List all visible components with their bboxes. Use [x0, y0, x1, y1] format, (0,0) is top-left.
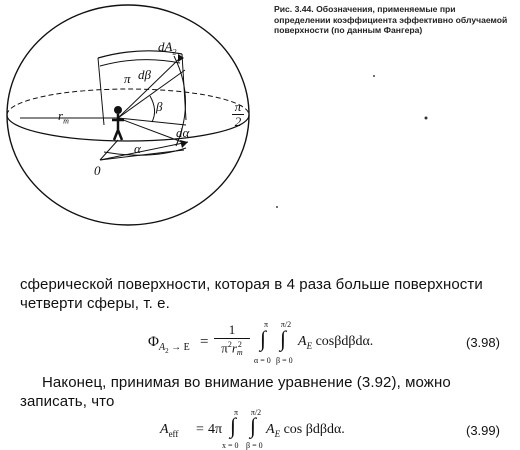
paragraph-2: Наконец, принимая во внимание уравнение (3.92), можно записать, что [20, 374, 451, 410]
eq1-int2-lower: β = 0 [276, 356, 293, 365]
paragraph-1: сферической поверхности, которая в 4 раза больше поверхности четверти сферы, т. е. [20, 276, 483, 312]
label-rm: $r_m$ [58, 108, 69, 126]
equation-3-98 [148, 320, 448, 364]
eq1-fraction: 1 $\pi^2r2$ m [214, 322, 250, 357]
eq2-int1-sign: ∫ [230, 413, 237, 438]
eq1-integrand: $A_E$ cosβdβdα. [298, 334, 374, 351]
eq2-int1-upper: π [233, 408, 239, 417]
label-dbeta: dβ [138, 67, 151, 82]
eq1-equals: = [200, 334, 209, 350]
label-pi-top: π [124, 71, 131, 86]
equation-number-3-98: (3.98) [466, 335, 500, 350]
eq2-int2-upper: π/2 [250, 408, 262, 417]
eq2-integrand: $A_E$ cos βdβdα. [266, 422, 345, 439]
equation-number-3-99: (3.99) [466, 423, 500, 438]
eq2-int1-lower: x = 0 [222, 441, 239, 450]
label-dA2: $dA_2$ [158, 39, 177, 57]
eq1-int2-sign: ∫ [280, 326, 287, 351]
equation-3-99 [160, 408, 420, 449]
eq1-int2-upper: π/2 [280, 320, 292, 329]
label-alpha: α [134, 141, 141, 156]
label-dalpha: dα [176, 125, 190, 140]
eq1-int1-upper: π [263, 320, 269, 329]
eq2-equals: = [196, 422, 204, 437]
eq1-lhs: $\Phi_{A_2 \to E}$ [148, 334, 190, 355]
eq2-coef: 4π [208, 422, 223, 437]
eq2-int2-sign: ∫ [250, 413, 257, 438]
eq1-int1-lower: α = 0 [254, 356, 271, 365]
eq1-int1-sign: ∫ [260, 326, 267, 351]
label-pi-half: π 2 [232, 100, 244, 128]
eq2-int2-lower: β = 0 [246, 441, 263, 450]
figure-caption: Рис. 3.44. Обозначения, применяемые при определении коэффициента эффективно облучаемой поверхности (по данным Фангера) [274, 4, 508, 35]
eq2-lhs: $A_{eff}$ [160, 422, 179, 439]
label-beta: β [156, 99, 163, 114]
label-origin: 0 [94, 163, 101, 178]
